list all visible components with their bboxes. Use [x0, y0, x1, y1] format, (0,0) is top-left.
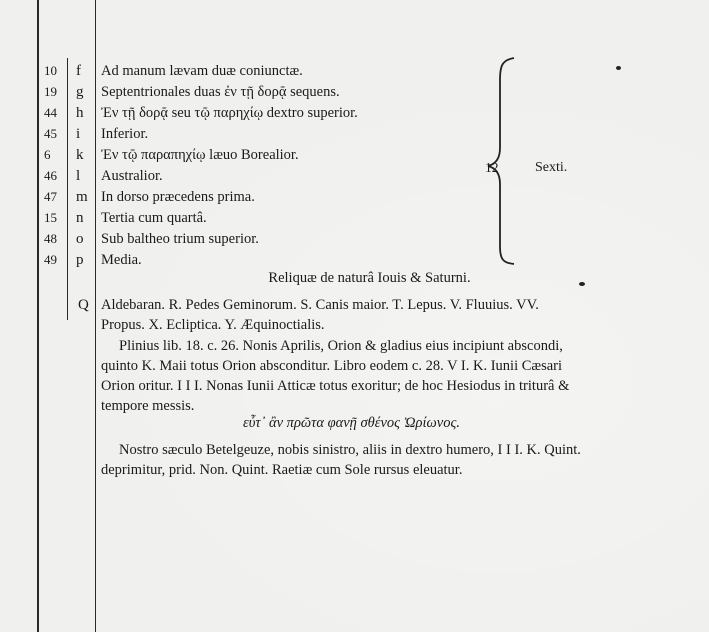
greek-quote: εὖτ᾽ ἂν πρῶτα φανῇ σθένος Ὠρίωνος.	[243, 415, 460, 431]
star-description: Septentrionales duas ἐν τῇ δορᾷ sequens.	[101, 84, 340, 100]
text-line: Propus. X. Ecliptica. Y. Æquinoctialis.	[101, 317, 325, 333]
star-letter: h	[76, 105, 84, 121]
text-line: tempore messis.	[101, 398, 195, 414]
star-number: 44	[44, 105, 57, 120]
text-line: Plinius lib. 18. c. 26. Nonis Aprilis, Orion & gladius eius incipiunt abscondi,	[119, 338, 563, 354]
star-number: 49	[44, 252, 57, 267]
star-description: Sub baltheo trium superior.	[101, 231, 259, 247]
star-letter: g	[76, 84, 84, 100]
left-rule	[37, 0, 39, 632]
text-line: Orion oritur. I I I. Nonas Iunii Atticæ totus exoritur; de hoc Hesiodus in triturâ &	[101, 378, 570, 394]
star-description: Tertia cum quartâ.	[101, 210, 207, 226]
star-description: In dorso præcedens prima.	[101, 189, 255, 205]
letter-column-rule	[95, 0, 96, 632]
brace-text: Sexti.	[535, 160, 568, 175]
star-letter: i	[76, 126, 81, 142]
text-line: Aldebaran. R. Pedes Geminorum. S. Canis maior. T. Lepus. V. Fluuius. VV.	[101, 297, 539, 313]
star-letter: m	[76, 189, 88, 205]
star-letter: o	[76, 231, 84, 247]
star-number: 45	[44, 126, 57, 141]
star-number: 47	[44, 189, 57, 204]
star-number: 19	[44, 84, 57, 99]
star-number: 46	[44, 168, 57, 183]
star-number: 15	[44, 210, 57, 225]
star-letter: n	[76, 210, 84, 226]
brace-label	[485, 160, 568, 176]
star-description: Media.	[101, 252, 142, 268]
section-heading: Reliquæ de naturâ Iouis & Saturni.	[268, 270, 471, 286]
star-number: 6	[44, 147, 51, 162]
text-line: Nostro sæculo Betelgeuze, nobis sinistro, aliis in dextro humero, I I I. K. Quint.	[119, 442, 581, 458]
text-line: deprimitur, prid. Non. Quint. Raetiæ cum Sole rursus eleuatur.	[101, 462, 463, 478]
star-number: 48	[44, 231, 57, 246]
star-letter: k	[76, 147, 84, 163]
star-letter: p	[76, 252, 84, 268]
star-letter: l	[76, 168, 81, 184]
brace-count: 12	[485, 160, 499, 175]
text-line: quinto K. Maii totus Orion absconditur. Libro eodem c. 28. V I. K. Iunii Cæsari	[101, 358, 563, 374]
ink-speck	[579, 282, 585, 286]
ink-speck	[616, 66, 621, 70]
star-number: 10	[44, 63, 57, 78]
star-letter: f	[76, 63, 81, 79]
star-description: Australior.	[101, 168, 163, 184]
star-description: Ἐν τῷ παραπηχίῳ læuo Borealior.	[101, 147, 299, 163]
q-letter: Q	[78, 297, 89, 313]
star-description: Ἐν τῇ δορᾷ seu τῷ παρηχίῳ dextro superior.	[101, 105, 358, 121]
star-description: Inferior.	[101, 126, 149, 142]
star-description: Ad manum lævam duæ coniunctæ.	[101, 63, 303, 79]
